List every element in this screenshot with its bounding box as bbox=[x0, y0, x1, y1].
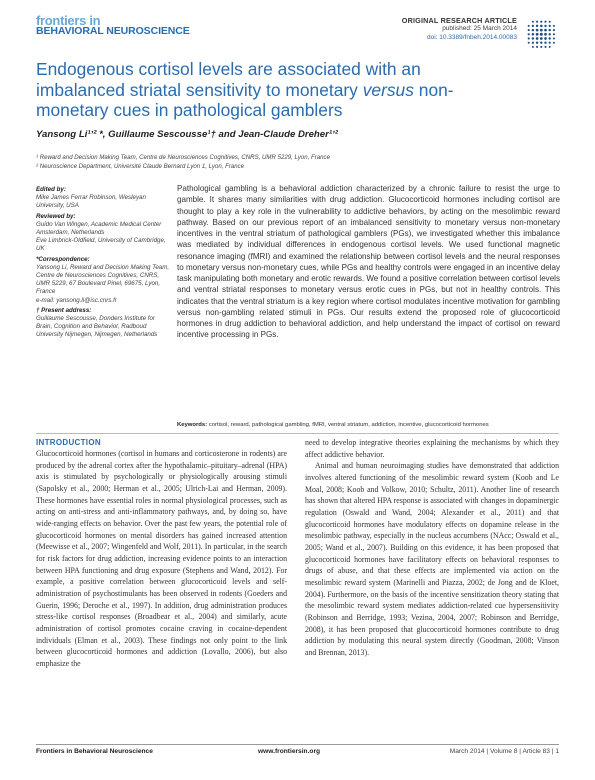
intro-paragraph-1: Glucocorticoid hormones (cortisol in humans and corticosterone in rodents) are produced by the adrenal cortex after the hypothalamic–pituitary–adrenal (HPA) axis is stimulated by psychologically or physiologically arousing stimuli (Sapolsky et al., 2000; Herman et al., 2005; Ulrich-Lai and Herman, 2009). These hormones have essential roles in normal physiological processes, such as acting on anti-stress and anti-inflammatory pathways, and, by doing so, have wide-ranging effects on behavior. Over the past few years, the potential role of glucocorticoid hormones on mental disorders has gained increased attention (Meewisse et al., 2007; Wingenfeld and Wolf, 2011). In particular, in the search for risk factors for drug addiction, increasing evidence points to an interaction between HPA functioning and drug exposure (Stephens and Wand, 2012). For example, a positive correlation between glucocorticoid levels and self-administration of psychostimulants has been observed in rodents (Goeders and Guerin, 1996; Deroche et al., 1997). In addition, drug administration produces stress-like cortisol responses (Broadbear et al., 2004) and similarly, acute administration of cortisol promotes cocaine craving in cocaine-dependent individuals (Elman et al., 2003). These findings not only point to the link between glucocorticoid hormones and addiction (Lovallo, 2006), but also emphasize the bbox=[36, 449, 287, 668]
title-italic: versus bbox=[362, 79, 414, 100]
doi-link[interactable]: doi: 10.3389/fnbeh.2014.00083 bbox=[426, 33, 517, 41]
section-divider bbox=[36, 433, 559, 434]
affiliation-1: ¹ Reward and Decision Making Team, Centre de Neurosciences Cognitives, CNRS, UMR 5229, Lyon, France bbox=[36, 154, 330, 161]
footer-journal: Frontiers in Behavioral Neuroscience bbox=[36, 748, 153, 755]
footer-url[interactable]: www.frontiersin.org bbox=[258, 748, 321, 755]
journal-masthead bbox=[36, 15, 190, 37]
reviewer-1: Guido Van Wingen, Academic Medical Center Amsterdam, Netherlands bbox=[36, 220, 162, 237]
section-heading-introduction: INTRODUCTION bbox=[36, 438, 101, 447]
author-list: Yansong Li¹ʼ² *, Guillaume Sescousse¹† and Jean-Claude Dreher¹ʼ² bbox=[36, 129, 338, 140]
title-part1: Endogenous cortisol levels are associated with an imbalanced striatal sensitivity to monetary bbox=[36, 59, 421, 100]
keywords-label: Keywords: bbox=[177, 422, 208, 428]
published-date: published: 25 March 2014 bbox=[442, 25, 517, 33]
reviewed-by-heading: Reviewed by: bbox=[36, 212, 76, 220]
journal-name-line1: frontiers in bbox=[36, 13, 101, 28]
footer-issue: March 2014 | Volume 8 | Article 83 | 1 bbox=[449, 748, 559, 755]
frontiers-logo-icon bbox=[523, 16, 559, 52]
keywords-list: cortisol, reward, pathological gambling, fMRI, ventral striatum, addiction, incentive, glucocorticoid hormones bbox=[208, 422, 489, 428]
article-title bbox=[36, 59, 506, 121]
body-column-right bbox=[305, 437, 559, 658]
correspondence-heading: *Correspondence: bbox=[36, 255, 90, 263]
body-column-left bbox=[36, 437, 287, 669]
article-sidebar bbox=[36, 186, 170, 342]
edited-by: Mike James Ferrar Robinson, Wesleyan University, USA bbox=[36, 194, 146, 210]
title-part2: non-monetary cues in pathological gamblers bbox=[36, 79, 454, 120]
article-info bbox=[402, 17, 517, 42]
article-type: ORIGINAL RESEARCH ARTICLE bbox=[401, 16, 517, 25]
present-address-heading: † Present address: bbox=[36, 306, 92, 314]
present-address: Guillaume Sescousse, Donders Institute for Brain, Cognition and Behavior, Radboud University Nijmegen, Nijmegen, Netherlands bbox=[36, 315, 158, 339]
intro-paragraph-1-cont: need to develop integrative theories explaining the mechanisms by which they affect addictive behavior. bbox=[305, 438, 559, 459]
abstract: Pathological gambling is a behavioral addiction characterized by a chronic failure to resist the urge to gamble. It shares many similarities with drug addiction. Glucocorticoid hormones including cortisol are thought to play a key role in the vulnerability to addictive behaviors, by acting on the mesolimbic reward pathway. Based on our previous report of an imbalanced sensitivity to monetary versus non-monetary incentives in the ventral striatum of pathological gamblers (PGs), we investigated whether this imbalance was mediated by individual differences in endogenous cortisol levels. We used functional magnetic resonance imaging (fMRI) and examined the relationship between cortisol levels and the neural responses to monetary versus non-monetary cues, while PGs and healthy controls were engaged in an incentive delay task manipulating both monetary and erotic rewards. We found a positive correlation between cortisol levels and ventral striatal responses to monetary versus erotic cues in PGs, but not in healthy controls. This indicates that the ventral striatum is a key region where cortisol modulates incentive motivation for gambling versus non-gambling related stimuli in PGs. Our results extend the proposed role of glucocorticoid hormones in drug addiction to behavioral addiction, and help understand the impact of cortisol on reward incentive processing in PGs. bbox=[177, 184, 560, 340]
email-link[interactable]: e-mail: yansong.li@isc.cnrs.fr bbox=[36, 296, 117, 304]
journal-name-line2: BEHAVIORAL NEUROSCIENCE bbox=[36, 25, 190, 37]
affiliation-2: ² Neuroscience Department, Université Claude Bernard Lyon 1, Lyon, France bbox=[36, 163, 245, 171]
correspondence: Yansong Li, Reward and Decision Making Team, Centre de Neurosciences Cognitives, CNRS, UMR 5229, 67 Boulevard Pinel, 69675, Lyon, France bbox=[36, 263, 170, 296]
keywords bbox=[177, 421, 560, 429]
edited-by-heading: Edited by: bbox=[36, 186, 66, 193]
footer-divider bbox=[36, 744, 559, 745]
affiliations bbox=[36, 153, 330, 172]
reviewer-2: Eve Limbrick-Oldfield, University of Cambridge, UK bbox=[36, 237, 166, 253]
intro-paragraph-2: Animal and human neuroimaging studies have demonstrated that addiction involves altered functioning of the mesolimbic reward system (Koob and Le Moal, 2008; Koob and Volkow, 2010; Schultz, 2011). Another line of research has shown that altered HPA response is associated with changes in dopaminergic regulation (Oswald and Wand, 2004; Alexander et al., 2011) and that glucocorticoid hormones have modulatory effects on dopamine release in the mesolimbic pathway, especially in the nucleus accumbens (NAcc; Oswald et al., 2005; Wand et al., 2007). Building on this evidence, it has been proposed that glucocorticoid hormones have facilitatory effects on behavioral responses to drugs of abuse, and that these effects are implemented via action on the mesolimbic reward system (Marinelli and Piazza, 2002; de Jong and de Kloet, 2004). Furthermore, on the basis of the incentive sensitization theory stating that the mesolimbic reward system mediates addiction-related cue hypersensitivity (Robinson and Berridge, 1993; Vezina, 2004, 2007; Robinson and Berridge, 2008), it has been proposed that glucocorticoid hormones contribute to drug addiction by modulating this neural system directly (Goodman, 2008; Vinson and Brennan, 2013). bbox=[305, 461, 559, 657]
